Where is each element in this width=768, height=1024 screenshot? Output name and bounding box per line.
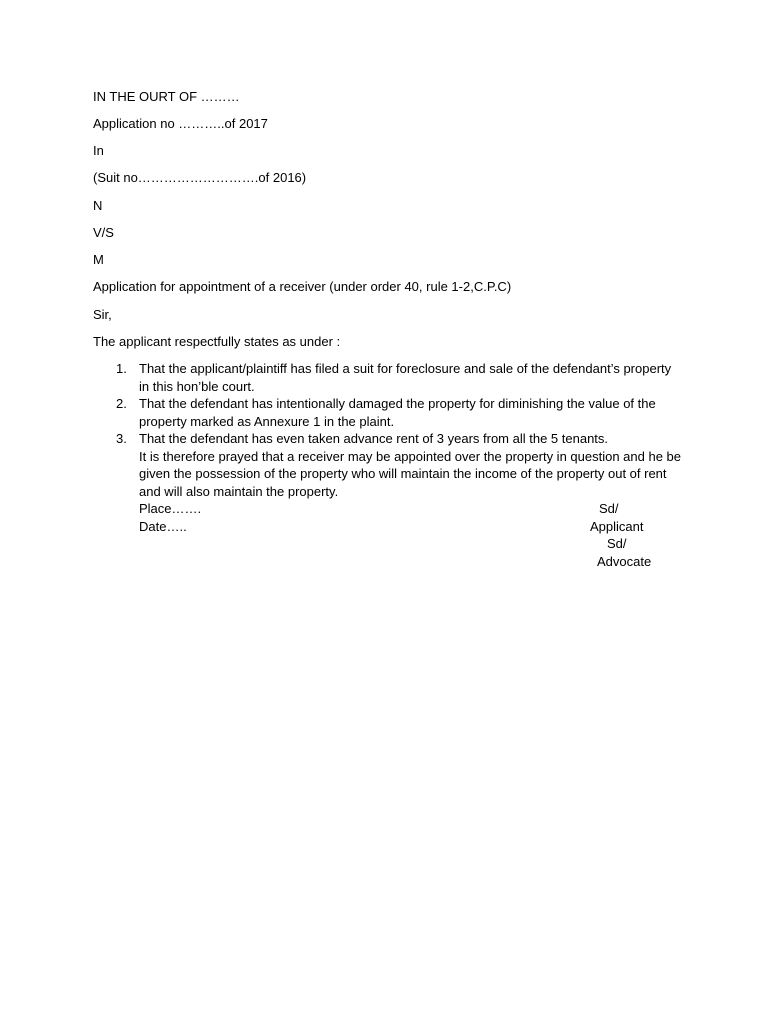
list-item-number: 1.	[116, 361, 127, 376]
application-subject: Application for appointment of a receiver (under order 40, rule 1-2,C.P.C)	[93, 279, 512, 294]
list-item	[93, 360, 683, 395]
application-number: Application no ………..of 2017	[93, 116, 268, 131]
advocate-signature: Sd/	[607, 536, 627, 551]
party-n: N	[93, 198, 103, 213]
advocate-label: Advocate	[597, 553, 652, 569]
versus-label: V/S	[93, 225, 114, 240]
signature-row-date	[93, 518, 683, 536]
numbered-list	[93, 360, 683, 570]
signature-row-advocate-sd	[93, 535, 683, 553]
list-item-text: That the defendant has intentionally damaged the property for diminishing the value of the property marked as Annexure 1 in the plaint.	[139, 396, 656, 429]
list-item-text: That the defendant has even taken advance rent of 3 years from all the 5 tenants.	[139, 431, 609, 446]
signature-row-place	[93, 500, 683, 518]
prayer-paragraph: It is therefore prayed that a receiver may be appointed over the property in question and he be given the possession of the property who will maintain the income of the property out of rent and will also maintain the property.	[139, 448, 682, 499]
salutation: Sir,	[93, 307, 112, 322]
list-item-number: 2.	[116, 396, 127, 411]
list-item-text: That the applicant/plaintiff has filed a suit for foreclosure and sale of the defendant’s property in this hon’ble court.	[139, 361, 672, 394]
applicant-signature: Sd/	[599, 501, 619, 516]
date-field: Date…..	[139, 518, 187, 534]
in-label: In	[93, 143, 104, 158]
list-item	[93, 430, 683, 448]
place-field: Place…….	[139, 501, 202, 516]
court-heading: IN THE OURT OF ………	[93, 89, 240, 104]
applicant-label: Applicant	[590, 518, 644, 534]
signature-row-advocate	[93, 553, 683, 571]
intro-statement: The applicant respectfully states as under :	[93, 334, 341, 349]
list-item	[93, 395, 683, 430]
suit-number: (Suit no……………………….of 2016)	[93, 170, 307, 185]
list-item-number: 3.	[116, 431, 127, 446]
party-m: M	[93, 252, 104, 267]
